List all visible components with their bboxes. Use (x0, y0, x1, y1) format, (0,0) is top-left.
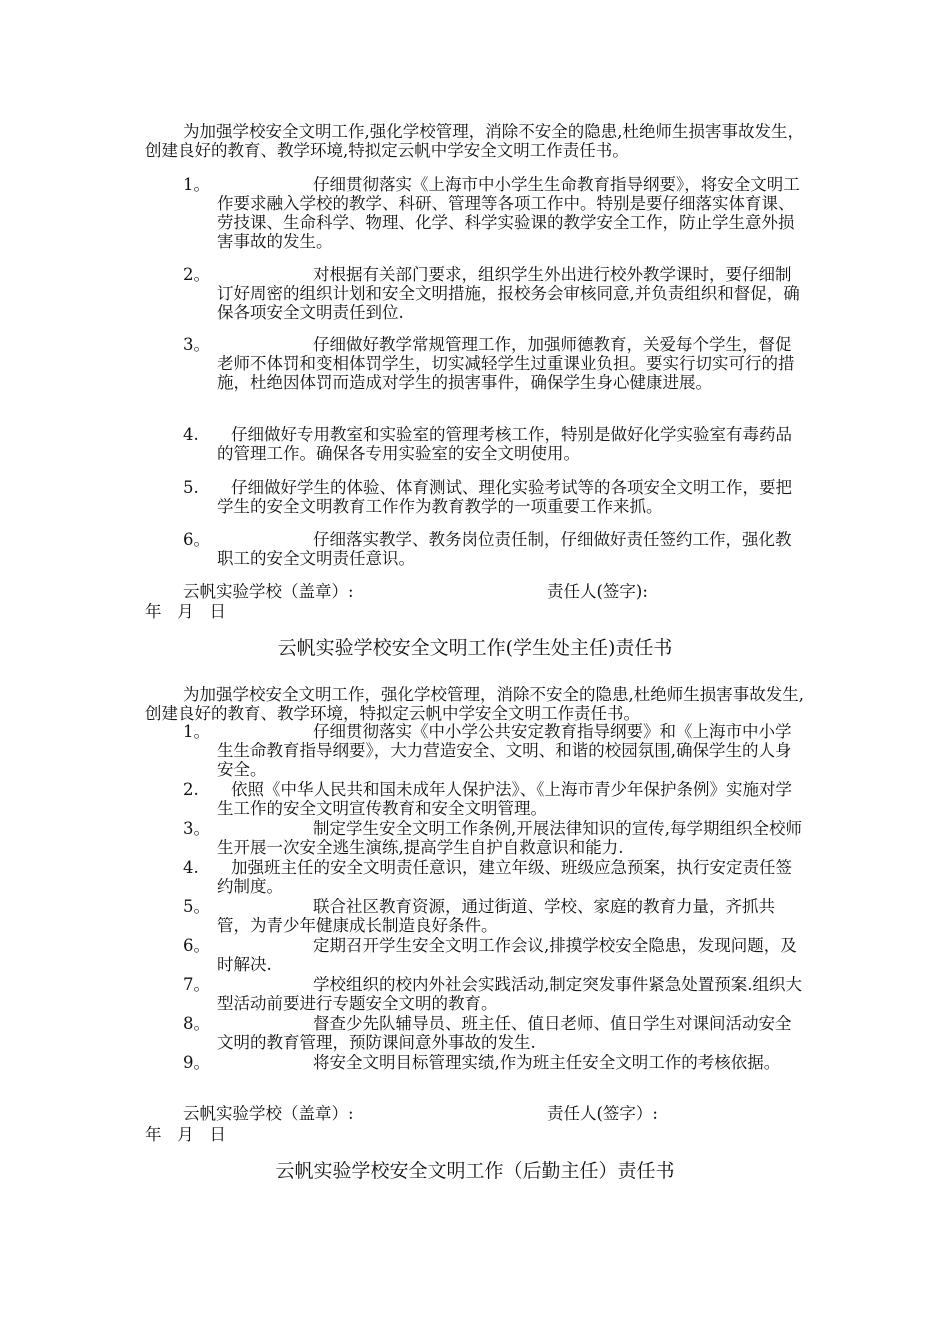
signature-line (183, 582, 883, 601)
item-number: 2。 (183, 265, 210, 284)
item-number: 3。 (183, 819, 210, 838)
item-text: 仔细做好教学常规管理工作，加强师德教育，关爱每个学生，督促老师不体罚和变相体罚学生，切实减轻学生过重课业负担。要实行切实可行的措施，杜绝因体罚而造成对学生的损害事件，确保学生身心健康进展。 (217, 335, 795, 392)
item-number: 7。 (183, 975, 210, 994)
item-number: 1。 (183, 722, 210, 741)
item-text: 联合社区教育资源，通过街道、学校、家庭的教育力量，齐抓共管，为青少年健康成长制造良好条件。 (217, 897, 775, 935)
item-text: 定期召开学生安全文明工作会议,排摸学校安全隐患，发现问题，及时解决. (217, 936, 797, 974)
item-number: 5。 (183, 897, 210, 916)
item-number: 4. (183, 858, 199, 877)
item-number: 3。 (183, 335, 210, 354)
item-text: 仔细落实教学、教务岗位责任制，仔细做好责任签约工作，强化教职工的安全文明责任意识。 (217, 530, 792, 568)
person-sign-label: 责任人(签字）: (547, 1104, 658, 1123)
date-line: 年 月 日 (145, 1125, 226, 1144)
date-line: 年 月 日 (145, 602, 226, 621)
school-seal-label: 云帆实验学校（盖章）: (183, 582, 354, 601)
intro-paragraph: 为加强学校安全文明工作,强化学校管理，消除不安全的隐患,杜绝师生损害事故发生，创建良好的教育、教学环境,特拟定云帆中学安全文明工作责任书。 (145, 122, 804, 160)
item-number: 6。 (183, 936, 210, 955)
item-text: 仔细做好学生的体验、体育测试、理化实验考试等的各项安全文明工作，要把学生的安全文明教育工作作为教育教学的一项重要工作来抓。 (217, 478, 792, 516)
document-title: 云帆实验学校安全文明工作(学生处主任)责任书 (277, 637, 673, 659)
item-text: 督查少先队辅导员、班主任、值日老师、值日学生对课间活动安全文明的教育管理，预防课间意外事故的发生. (217, 1014, 792, 1052)
item-number: 5. (183, 478, 199, 497)
item-number: 2. (183, 780, 199, 799)
item-text: 制定学生安全文明工作条例,开展法律知识的宣传,每学期组织全校师生开展一次安全逃生演练,提高学生自护自救意识和能力. (217, 819, 802, 857)
intro-paragraph: 为加强学校安全文明工作，强化学校管理，消除不安全的隐患,杜绝师生损害事故发生,创建良好的教育、教学环境，特拟定云帆中学安全文明工作责任书。 (145, 685, 804, 723)
item-text: 学校组织的校内外社会实践活动,制定突发事件紧急处置预案.组织大型活动前要进行专题安全文明的教育。 (217, 975, 802, 1013)
item-number: 6。 (183, 530, 210, 549)
item-text: 仔细贯彻落实《中小学公共安定教育指导纲要》和《上海市中小学生生命教育指导纲要》，大力营造安全、文明、和谐的校园氛围,确保学生的人身安全。 (217, 722, 792, 779)
item-text: 仔细做好专用教室和实验室的管理考核工作，特别是做好化学实验室有毒药品的管理工作。确保各专用实验室的安全文明使用。 (217, 425, 792, 463)
school-seal-label: 云帆实验学校（盖章）: (183, 1104, 354, 1123)
item-number: 8。 (183, 1014, 210, 1033)
item-text: 加强班主任的安全文明责任意识，建立年级、班级应急预案，执行安定责任签约制度。 (217, 858, 792, 896)
item-number: 4. (183, 425, 199, 444)
item-number: 9。 (183, 1053, 210, 1072)
document-title: 云帆实验学校安全文明工作（后勤主任）责任书 (275, 1160, 675, 1182)
item-text: 依照《中华人民共和国未成年人保护法》、《上海市青少年保护条例》实施对学生工作的安全文明宣传教育和安全文明管理。 (217, 780, 792, 818)
item-text: 对根据有关部门要求，组织学生外出进行校外教学课时，要仔细制订好周密的组织计划和安全文明措施，报校务会审核同意,并负责组织和督促，确保各项安全文明责任到位. (217, 265, 800, 322)
item-text: 仔细贯彻落实《上海市中小学生生命教育指导纲要》，将安全文明工作要求融入学校的教学、科研、管理等各项工作中。特别是要仔细落实体育课、劳技课、生命科学、物理、化学、科学实验课的教学安全工作，防止学生意外损害事故的发生。 (217, 175, 800, 251)
signature-line (183, 1104, 883, 1123)
person-sign-label: 责任人(签字): (547, 582, 648, 601)
item-text: 将安全文明目标管理实绩,作为班主任安全文明工作的考核依据。 (313, 1053, 781, 1072)
item-number: 1。 (183, 175, 210, 194)
